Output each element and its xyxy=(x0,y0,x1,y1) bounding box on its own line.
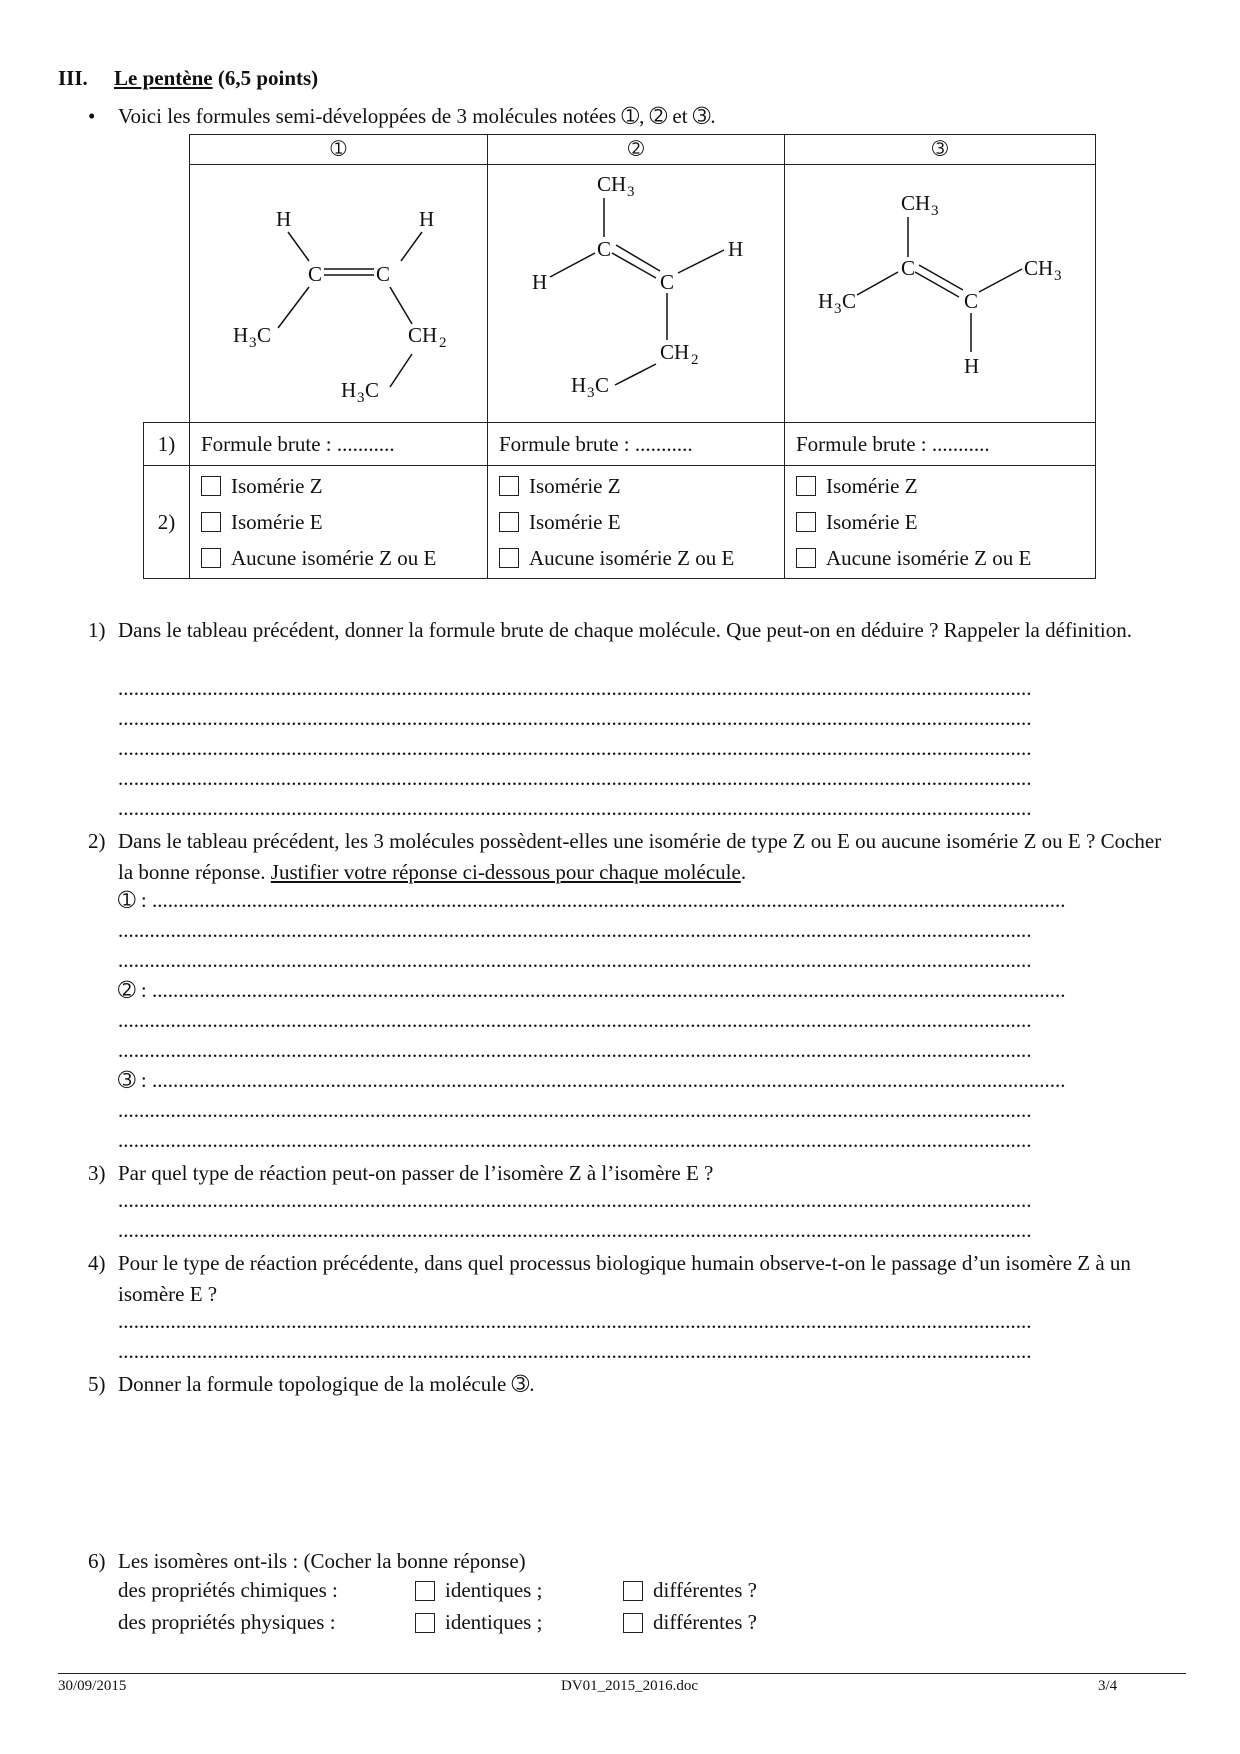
molecule-table xyxy=(143,134,1096,579)
question-1 xyxy=(88,615,1188,646)
option-label: identiques ; xyxy=(445,1610,543,1634)
header-3: ➂ xyxy=(785,135,1096,165)
answer-line[interactable]: .............................................................................................................................................................................. xyxy=(118,736,1032,760)
q6-option-identical[interactable] xyxy=(415,1610,623,1635)
option-label: Isomérie Z xyxy=(826,473,918,498)
bonds xyxy=(857,217,1022,352)
atom-subscript: 3 xyxy=(627,184,635,200)
option-label: Aucune isomérie Z ou E xyxy=(826,545,1032,570)
empty-corner xyxy=(144,135,190,165)
atom-label: C xyxy=(595,373,610,397)
atom-label: C xyxy=(597,237,612,261)
checkbox[interactable] xyxy=(499,512,519,532)
molecule-marker: ➁ : xyxy=(118,978,147,1002)
answer-line[interactable]: .............................................................................................................................................................................. xyxy=(118,948,1032,972)
question-6 xyxy=(88,1546,1188,1577)
question-number: 6) xyxy=(88,1549,106,1573)
atom-subscript: 3 xyxy=(249,335,257,351)
formula-row xyxy=(144,423,1096,466)
bonds xyxy=(278,232,422,387)
atom-label: CH xyxy=(408,323,438,347)
molecule-1-cell xyxy=(190,165,488,423)
answer-line[interactable]: .............................................................................................................................................................................. xyxy=(118,766,1032,790)
answer-line[interactable]: .............................................................................................................................................................................. xyxy=(118,1008,1032,1032)
q6-option-different[interactable] xyxy=(623,1578,757,1603)
molecule-3-drawing xyxy=(785,165,1095,422)
molecule-2-cell xyxy=(488,165,785,423)
option-label: Isomérie E xyxy=(231,509,323,534)
footer-date: 30/09/2015 xyxy=(58,1678,127,1694)
q6-row-label: des propriétés chimiques : xyxy=(118,1578,338,1602)
isomerism-cell-2 xyxy=(488,466,785,579)
option-label: Isomérie Z xyxy=(231,473,323,498)
option-label: Aucune isomérie Z ou E xyxy=(231,545,437,570)
dots: .............................................................................................................................................................................. xyxy=(151,978,1066,1002)
section-points: (6,5 points) xyxy=(217,66,319,90)
molecule-3-cell xyxy=(785,165,1096,423)
question-underlined: Justifier votre réponse ci-dessous pour chaque molécule xyxy=(270,860,741,884)
molecule-1-drawing xyxy=(190,165,487,422)
atom-label: C xyxy=(376,262,391,286)
answer-line[interactable]: .............................................................................................................................................................................. xyxy=(118,1309,1032,1333)
empty-corner xyxy=(144,165,190,423)
question-text: Dans le tableau précédent, les 3 molécules possèdent-elles une isomérie de type Z ou E ou aucune isomérie Z ou E ? Cocher la bonne réponse. xyxy=(118,829,1162,884)
question-number: 5) xyxy=(88,1372,106,1396)
atom-label: H xyxy=(233,323,249,347)
section-title xyxy=(58,66,318,91)
intro-text: Voici les formules semi-développées de 3 molécules notées ➀, ➁ et ➂. xyxy=(118,104,716,128)
atom-subscript: 3 xyxy=(587,385,595,401)
atom-label: CH xyxy=(901,191,931,215)
bullet: • xyxy=(88,104,96,128)
checkbox[interactable] xyxy=(623,1581,643,1601)
answer-line-m2[interactable] xyxy=(118,978,1148,1003)
footer-page: 3/4 xyxy=(1098,1678,1118,1694)
atom-subscript: 2 xyxy=(691,352,699,368)
atom-label: H xyxy=(818,289,834,313)
checkbox[interactable] xyxy=(201,512,221,532)
answer-line[interactable]: .............................................................................................................................................................................. xyxy=(118,676,1032,700)
molecule-2-drawing xyxy=(488,165,784,422)
option-z[interactable] xyxy=(190,468,487,504)
option-e[interactable] xyxy=(488,504,784,540)
section-title-text: Le pentène xyxy=(114,66,213,90)
answer-line[interactable]: .............................................................................................................................................................................. xyxy=(118,1098,1032,1122)
atom-label: H xyxy=(419,207,435,231)
question-3 xyxy=(88,1158,1188,1189)
q6-option-different[interactable] xyxy=(623,1610,757,1635)
checkbox[interactable] xyxy=(201,476,221,496)
checkbox[interactable] xyxy=(796,512,816,532)
table-drawing-row xyxy=(144,165,1096,423)
atom-subscript: 3 xyxy=(834,301,842,317)
q6-option-identical[interactable] xyxy=(415,1578,623,1603)
formula-cell-1: Formule brute : ........... xyxy=(190,423,488,466)
question-number: 2) xyxy=(88,829,106,853)
checkbox[interactable] xyxy=(499,548,519,568)
atom-label: CH xyxy=(597,172,627,196)
option-label: Isomérie E xyxy=(529,509,621,534)
option-none[interactable] xyxy=(785,540,1095,576)
option-label: Isomérie E xyxy=(826,509,918,534)
isomerism-cell-1 xyxy=(190,466,488,579)
intro xyxy=(88,104,716,129)
question-text-wrap xyxy=(118,826,1178,888)
molecule-marker: ➂ : xyxy=(118,1068,147,1092)
answer-line[interactable]: .............................................................................................................................................................................. xyxy=(118,1339,1032,1363)
question-number: 3) xyxy=(88,1161,106,1185)
checkbox[interactable] xyxy=(796,548,816,568)
q6-row-chemical xyxy=(118,1578,757,1603)
question-text: Dans le tableau précédent, donner la formule brute de chaque molécule. Que peut-on en déduire ? Rappeler la définition. xyxy=(118,618,1132,642)
atom-label: C xyxy=(901,256,916,280)
atom-subscript: 2 xyxy=(439,335,447,351)
atom-label: C xyxy=(308,262,323,286)
section-number: III. xyxy=(58,66,88,90)
row-2-label: 2) xyxy=(144,466,190,579)
option-label: différentes ? xyxy=(653,1610,757,1634)
checkbox[interactable] xyxy=(415,1613,435,1633)
checkbox[interactable] xyxy=(796,476,816,496)
q6-row-physical xyxy=(118,1610,757,1635)
question-number: 1) xyxy=(88,618,106,642)
atom-subscript: 3 xyxy=(931,203,939,219)
option-e[interactable] xyxy=(785,504,1095,540)
atom-label: H xyxy=(728,237,744,261)
question-text: Pour le type de réaction précédente, dans quel processus biologique humain observe-t-on le passage d’un isomère Z à un isomère E ? xyxy=(118,1251,1131,1306)
answer-line[interactable]: .............................................................................................................................................................................. xyxy=(118,796,1032,820)
header-2: ➁ xyxy=(488,135,785,165)
option-e[interactable] xyxy=(190,504,487,540)
checkbox[interactable] xyxy=(623,1613,643,1633)
answer-line[interactable]: .............................................................................................................................................................................. xyxy=(118,1128,1032,1152)
table-header-row xyxy=(144,135,1096,165)
option-none[interactable] xyxy=(488,540,784,576)
option-label: Isomérie Z xyxy=(529,473,621,498)
checkbox[interactable] xyxy=(201,548,221,568)
option-label: identiques ; xyxy=(445,1578,543,1602)
q6-row-label: des propriétés physiques : xyxy=(118,1610,336,1634)
atom-label: H xyxy=(964,354,980,378)
atom-subscript: 3 xyxy=(1054,268,1062,284)
atom-subscript: 3 xyxy=(357,390,365,406)
formula-cell-3: Formule brute : ........... xyxy=(785,423,1096,466)
isomerism-cell-3 xyxy=(785,466,1096,579)
question-5 xyxy=(88,1369,1188,1400)
atom-label: C xyxy=(365,378,380,402)
header-1: ➀ xyxy=(190,135,488,165)
option-label: différentes ? xyxy=(653,1578,757,1602)
question-text: Donner la formule topologique de la molécule ➂. xyxy=(118,1372,535,1396)
answer-line[interactable]: .............................................................................................................................................................................. xyxy=(118,1038,1032,1062)
atom-label: C xyxy=(660,270,675,294)
dots: .............................................................................................................................................................................. xyxy=(151,1068,1066,1092)
formula-cell-2: Formule brute : ........... xyxy=(488,423,785,466)
isomerism-row xyxy=(144,466,1096,579)
option-none[interactable] xyxy=(190,540,487,576)
question-text: Les isomères ont-ils : (Cocher la bonne réponse) xyxy=(118,1549,526,1573)
option-z[interactable] xyxy=(785,468,1095,504)
answer-line-m1[interactable] xyxy=(118,888,1148,913)
question-text: Par quel type de réaction peut-on passer de l’isomère Z à l’isomère E ? xyxy=(118,1161,714,1185)
question-end: . xyxy=(740,860,747,884)
question-number: 4) xyxy=(88,1251,106,1275)
checkbox[interactable] xyxy=(415,1581,435,1601)
option-z[interactable] xyxy=(488,468,784,504)
checkbox[interactable] xyxy=(499,476,519,496)
answer-line-m3[interactable] xyxy=(118,1068,1148,1093)
atom-label: CH xyxy=(1024,256,1054,280)
row-1-label: 1) xyxy=(144,423,190,466)
atom-label: H xyxy=(341,378,357,402)
atom-label: H xyxy=(276,207,292,231)
answer-line[interactable]: .............................................................................................................................................................................. xyxy=(118,918,1032,942)
footer-filename: DV01_2015_2016.doc xyxy=(561,1678,699,1694)
answer-line[interactable]: .............................................................................................................................................................................. xyxy=(118,706,1032,730)
question-2 xyxy=(88,826,1188,888)
atom-label: CH xyxy=(660,340,690,364)
option-label: Aucune isomérie Z ou E xyxy=(529,545,735,570)
atom-label: H xyxy=(571,373,587,397)
atom-label: H xyxy=(532,270,548,294)
molecule-marker: ➀ : xyxy=(118,888,147,912)
answer-line[interactable]: .............................................................................................................................................................................. xyxy=(118,1218,1032,1242)
atom-label: C xyxy=(257,323,272,347)
answer-line[interactable]: .............................................................................................................................................................................. xyxy=(118,1188,1032,1212)
atom-label: C xyxy=(842,289,857,313)
atom-label: C xyxy=(964,289,979,313)
footer-divider xyxy=(58,1673,1186,1674)
dots: .............................................................................................................................................................................. xyxy=(151,888,1066,912)
question-4 xyxy=(88,1248,1188,1310)
